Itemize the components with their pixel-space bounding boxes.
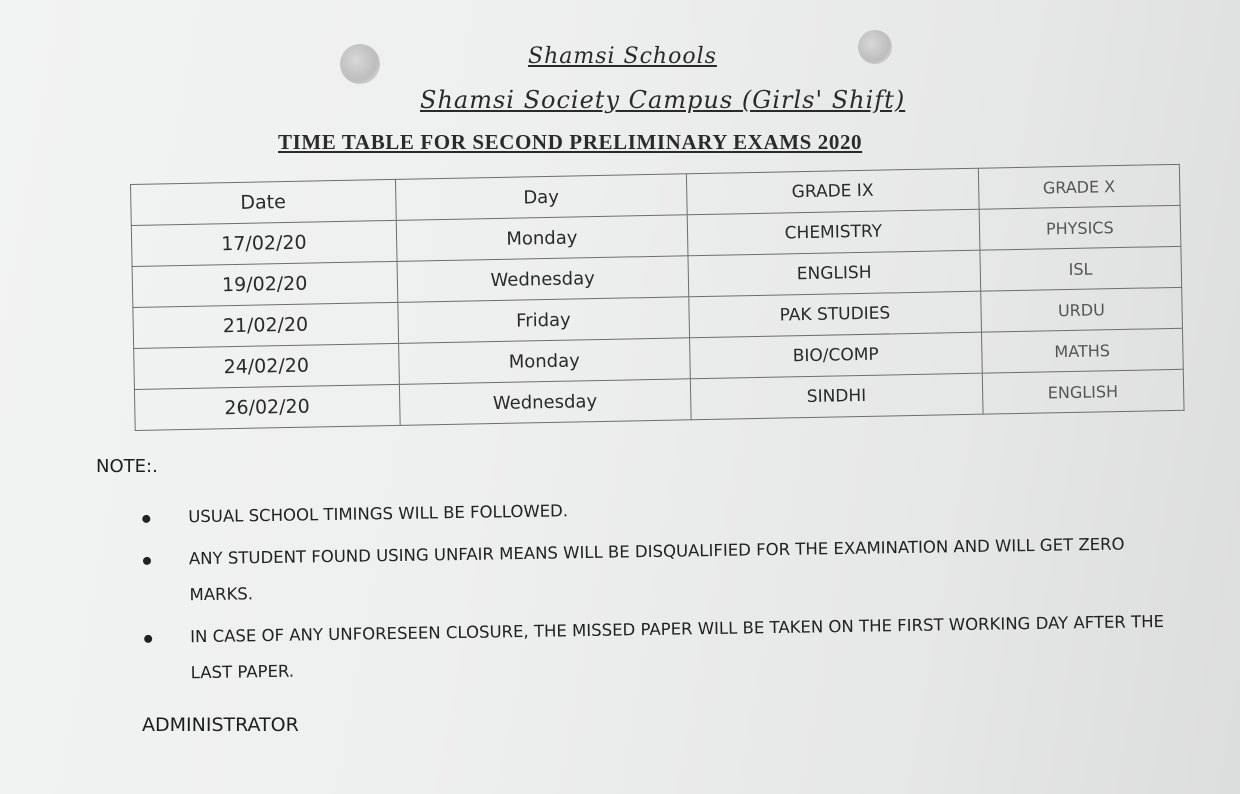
campus-name: Shamsi Society Campus (Girls' Shift) <box>420 86 906 114</box>
school-name: Shamsi Schools <box>528 44 717 69</box>
cell-grade-x: PHYSICS <box>979 205 1181 250</box>
cell-day: Monday <box>396 215 688 262</box>
list-item <box>141 525 1202 614</box>
cell-day: Monday <box>398 338 690 385</box>
cell-day: Wednesday <box>397 256 689 303</box>
bullet-icon <box>144 635 152 643</box>
column-header-date: Date <box>131 179 396 225</box>
cell-grade-x: URDU <box>980 287 1182 332</box>
cell-grade-ix: CHEMISTRY <box>687 209 979 256</box>
list-item <box>142 603 1203 692</box>
cell-date: 17/02/20 <box>131 220 396 266</box>
cell-date: 26/02/20 <box>134 384 399 430</box>
cell-date: 24/02/20 <box>134 343 399 389</box>
column-header-grade-x: GRADE X <box>978 164 1180 209</box>
cell-grade-ix: PAK STUDIES <box>689 291 981 338</box>
bullet-icon <box>142 515 150 523</box>
cell-grade-x: ISL <box>980 246 1182 291</box>
cell-date: 19/02/20 <box>132 261 397 307</box>
note-list <box>140 483 1203 698</box>
exam-timetable <box>130 164 1185 431</box>
cell-day: Friday <box>397 297 689 344</box>
punch-hole <box>858 30 892 64</box>
signature-title: ADMINISTRATOR <box>142 714 299 736</box>
bullet-icon <box>143 557 151 565</box>
cell-grade-ix: BIO/COMP <box>690 332 982 379</box>
cell-grade-x: ENGLISH <box>982 369 1184 414</box>
page-title: TIME TABLE FOR SECOND PRELIMINARY EXAMS 2020 <box>278 130 863 154</box>
note-label: NOTE:. <box>96 456 158 477</box>
cell-grade-x: MATHS <box>981 328 1183 373</box>
cell-date: 21/02/20 <box>133 302 398 348</box>
note-text: USUAL SCHOOL TIMINGS WILL BE FOLLOWED. <box>188 501 569 527</box>
note-text: ANY STUDENT FOUND USING UNFAIR MEANS WILL BE DISQUALIFIED FOR THE EXAMINATION AND WILL GET ZERO MARKS. <box>188 534 1125 605</box>
cell-grade-ix: ENGLISH <box>688 250 980 297</box>
note-text: IN CASE OF ANY UNFORESEEN CLOSURE, THE MISSED PAPER WILL BE TAKEN ON THE FIRST WORKING DAY AFTER THE LAST PAPER. <box>190 611 1165 683</box>
cell-grade-ix: SINDHI <box>690 373 982 420</box>
punch-hole <box>340 44 380 84</box>
column-header-grade-ix: GRADE IX <box>686 168 978 215</box>
cell-day: Wednesday <box>399 379 691 426</box>
column-header-day: Day <box>395 174 687 221</box>
